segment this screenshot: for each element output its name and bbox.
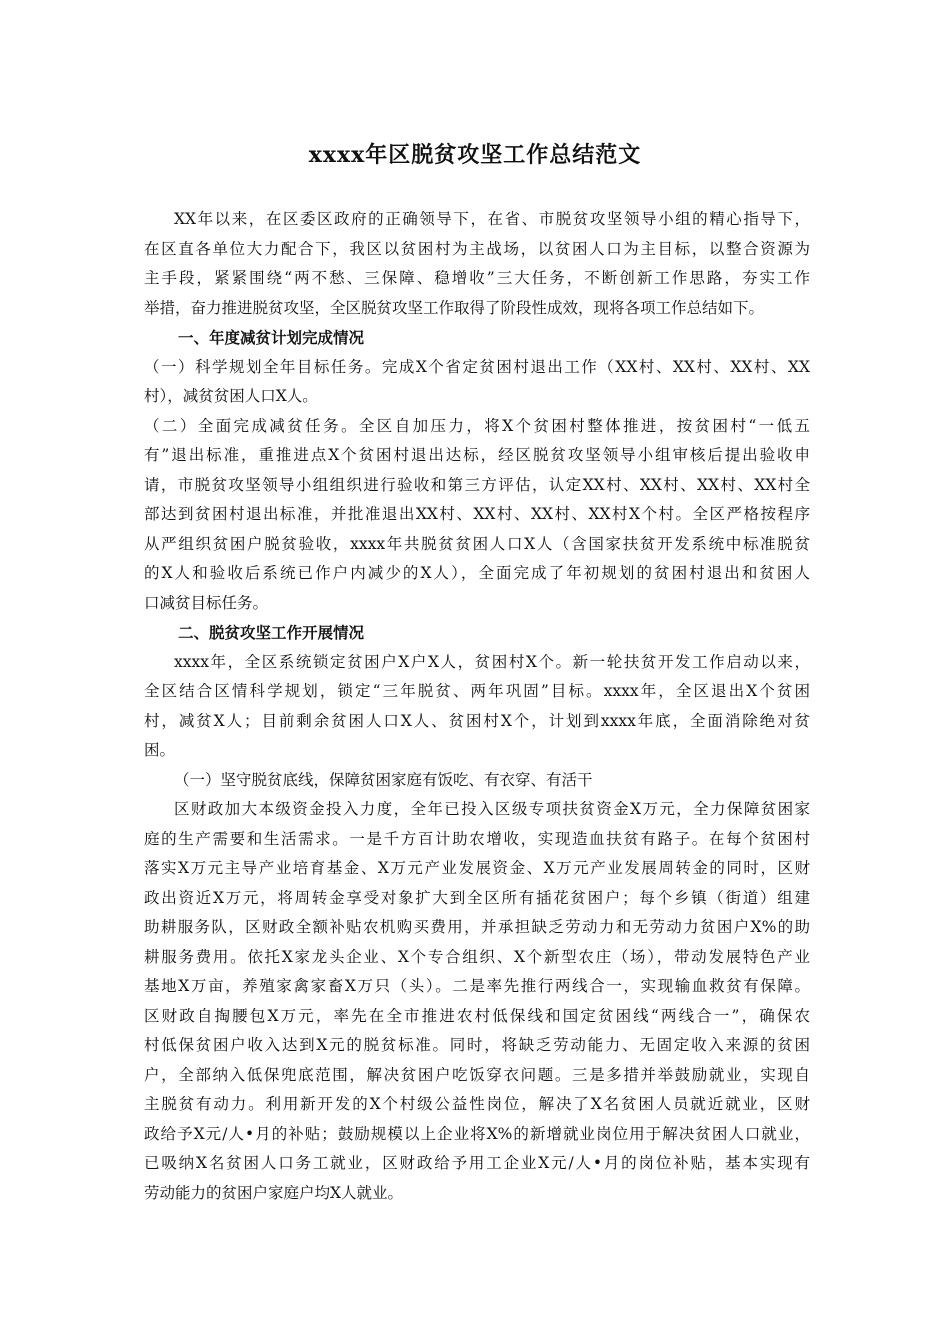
text-line: 政出资近X万元，将周转金享受对象扩大到全区所有插花贫困户；每个乡镇（街道）组建 [144, 888, 810, 907]
text-line: （一）科学规划全年目标任务。完成X个省定贫困村退出工作（XX村、XX村、XX村、XX [144, 357, 810, 376]
text-line: 的X人和验收后系统已作户内减少的X人），全面完成了年初规划的贫困村退出和贫困人 [144, 564, 810, 582]
text-line: 基地X万亩，养殖家禽家畜X万只（头）。二是率先推行两线合一，实现输血救贫有保障。 [144, 977, 810, 995]
text-line: XX年以来，在区委区政府的正确领导下，在省、市脱贫攻坚领导小组的精心指导下， [174, 210, 810, 228]
text-line: 助耕服务队，区财政全额补贴农机购买费用，并承担缺乏劳动力和无劳动力贫困户X%的助 [144, 918, 810, 936]
text-line: 口减贫目标任务。 [144, 593, 269, 612]
section-heading [144, 618, 810, 648]
text-line: 劳动能力的贫困户家庭户均X人就业。 [144, 1183, 404, 1202]
text-line: 落实X万元主导产业培育基金、X万元产业发展资金、X万元产业发展周转金的同时，区财 [144, 859, 810, 877]
text-line: 户，全部纳入低保兜底范围，解决贫困户吃饭穿衣问题。三是多措并举鼓励就业，实现自 [144, 1065, 810, 1084]
paragraph [144, 795, 810, 1208]
text-line: 从严组织贫困户脱贫验收，xxxx年共脱贫贫困人口X人（含国家扶贫开发系统中标准脱贫 [144, 534, 810, 553]
paragraph [144, 205, 810, 323]
text-line: 二、脱贫攻坚工作开展情况 [178, 623, 365, 642]
text-line: 村低保贫困户收入达到X元的脱贫标准。同时，将缺乏劳动能力、无固定收入来源的贫困 [144, 1036, 810, 1054]
paragraph [144, 412, 810, 619]
text-line: 耕服务费用。依托X家龙头企业、X个专合组织、X个新型农庄（场），带动发展特色产业 [144, 947, 810, 966]
text-line: 区财政自掏腰包X万元，率先在全市推进农村低保线和国定贫困线“两线合一”，确保农 [144, 1006, 810, 1025]
text-line: xxxx年，全区系统锁定贫困户X户X人，贫困村X个。新一轮扶贫开发工作启动以来， [174, 652, 810, 671]
text-line: 部达到贫困村退出标准，并批准退出XX村、XX村、XX村、XX村X个村。全区严格按程序 [144, 505, 810, 523]
paragraph [144, 648, 810, 766]
text-line: 区财政加大本级资金投入力度，全年已投入区级专项扶贫资金X万元，全力保障贫困家 [174, 800, 810, 818]
text-line: 困。 [144, 741, 176, 759]
text-line: 在区直各单位大力配合下，我区以贫困村为主战场，以贫困人口为主目标，以整合资源为 [144, 239, 810, 258]
text-line: 一、年度减贫计划完成情况 [178, 328, 365, 347]
text-line: 全区结合区情科学规划，锁定“三年脱贫、两年巩固”目标。xxxx年，全区退出X个贫困 [144, 682, 810, 700]
document-title: xxxx年区脱贫攻坚工作总结范文 [308, 142, 642, 168]
text-line: 主脱贫有动力。利用新开发的X个村级公益性岗位，解决了X名贫困人员就近就业，区财 [144, 1095, 810, 1113]
document-body [144, 205, 810, 1208]
text-line: 已吸纳X名贫困人口务工就业，区财政给予用工企业X元/人•月的岗位补贴，基本实现有 [144, 1154, 810, 1172]
paragraph [144, 766, 810, 796]
paragraph [144, 353, 810, 412]
text-line: （一）坚守脱贫底线，保障贫困家庭有饭吃、有衣穿、有活干 [174, 770, 593, 789]
text-line: 政给予X元/人•月的补贴；鼓励规模以上企业将X%的新增就业岗位用于解决贫困人口就业， [144, 1124, 810, 1143]
text-line: 村，减贫X人；目前剩余贫困人口X人、贫困村X个，计划到xxxx年底，全面消除绝对贫 [144, 711, 810, 730]
section-heading [144, 323, 810, 353]
text-line: 举措，奋力推进脱贫攻坚，全区脱贫攻坚工作取得了阶段性成效，现将各项工作总结如下。 [144, 298, 765, 317]
text-line: （二）全面完成减贫任务。全区自加压力，将X个贫困村整体推进，按贫困村“一低五 [144, 416, 810, 435]
text-line: 村），减贫贫困人口X人。 [144, 387, 318, 405]
text-line: 庭的生产需要和生活需求。一是千方百计助农增收，实现造血扶贫有路子。在每个贫困村 [144, 829, 810, 848]
text-line: 有”退出标准，重推进点X个贫困村退出达标，经区脱贫攻坚领导小组审核后提出验收申 [144, 446, 810, 464]
text-line: 请，市脱贫攻坚领导小组组织进行验收和第三方评估，认定XX村、XX村、XX村、XX村全 [144, 475, 810, 494]
text-line: 主手段，紧紧围绕“两不愁、三保障、稳增收”三大任务，不断创新工作思路，夯实工作 [144, 269, 810, 287]
